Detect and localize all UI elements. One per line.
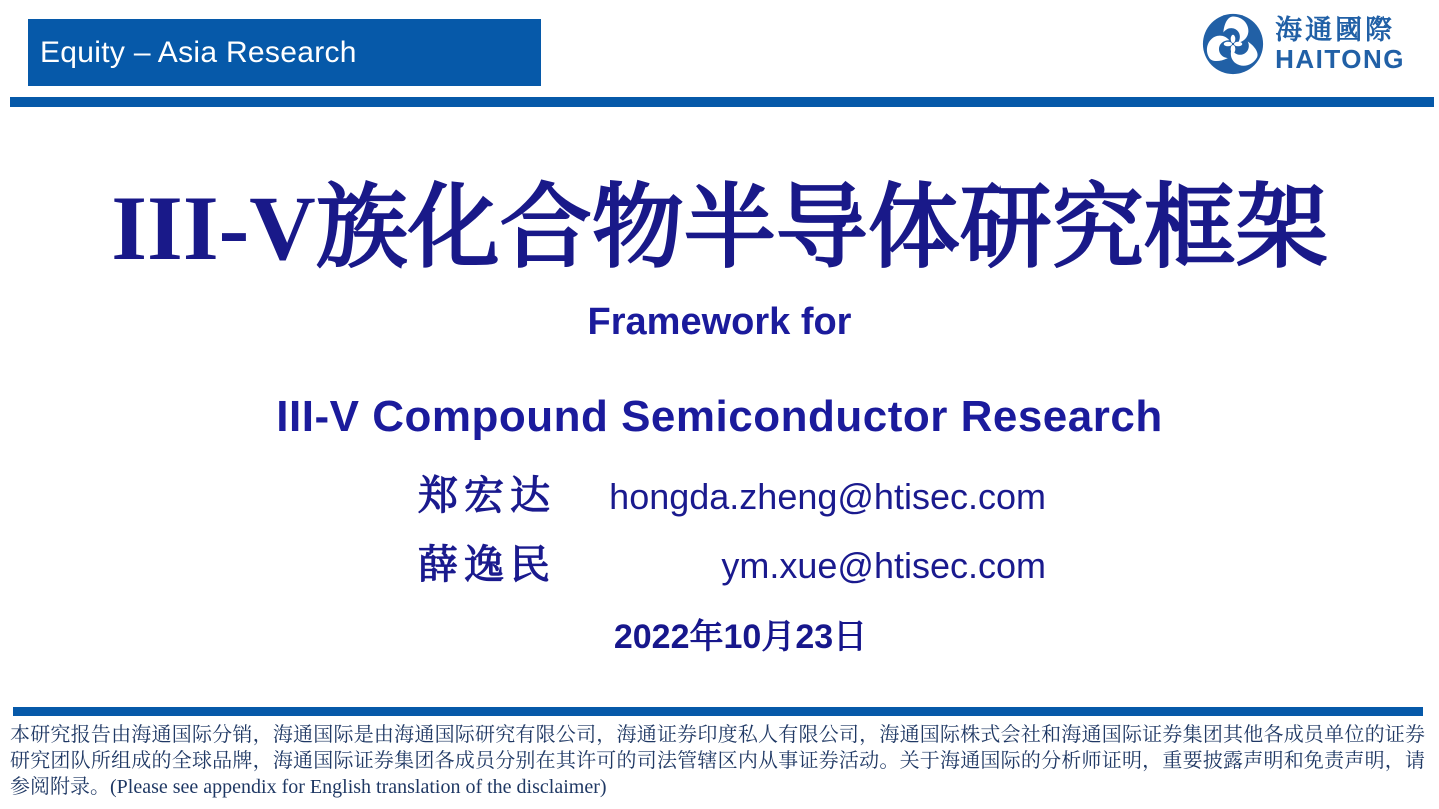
author-email: ym.xue@htisec.com [721, 545, 1046, 586]
haitong-logo-text [1275, 14, 1405, 74]
disclaimer-text: 本研究报告由海通国际分销，海通国际是由海通国际研究有限公司，海通证券印度私人有限公司，海通国际株式会社和海通国际证券集团其他各成员单位的证券研究团队所组成的全球品牌，海通国际证券集团各成员分别在其许可的司法管辖区内从事证券活动。关于海通国际的分析师证明，重要披露声明和免责声明，请参阅附录。(Please see appendix for English translation of the disclaimer) [10, 724, 1425, 798]
author-list [418, 464, 1046, 585]
author-row [418, 464, 1046, 516]
author-row [418, 533, 1046, 585]
author-email: hongda.zheng@htisec.com [609, 476, 1046, 517]
haitong-emblem-icon [1201, 12, 1265, 76]
header-banner [28, 19, 541, 86]
report-title-english-line2: III-V Compound Semiconductor Research [276, 392, 1163, 441]
haitong-logo-name-en: HAITONG [1275, 43, 1405, 74]
haitong-logo [1201, 12, 1405, 76]
header-banner-label: Equity – Asia Research [40, 35, 357, 69]
publication-date: 2022年10月23日 [613, 618, 868, 656]
footer-divider-rule [13, 707, 1423, 716]
header-divider-rule [10, 97, 1434, 107]
author-name: 薛逸民 [418, 542, 556, 587]
haitong-logo-name-cn: 海通國際 [1275, 14, 1396, 45]
author-name: 郑宏达 [418, 473, 556, 518]
report-title-english-line1: Framework for [587, 301, 852, 343]
report-title-chinese: III-V族化合物半导体研究框架 [111, 177, 1328, 279]
